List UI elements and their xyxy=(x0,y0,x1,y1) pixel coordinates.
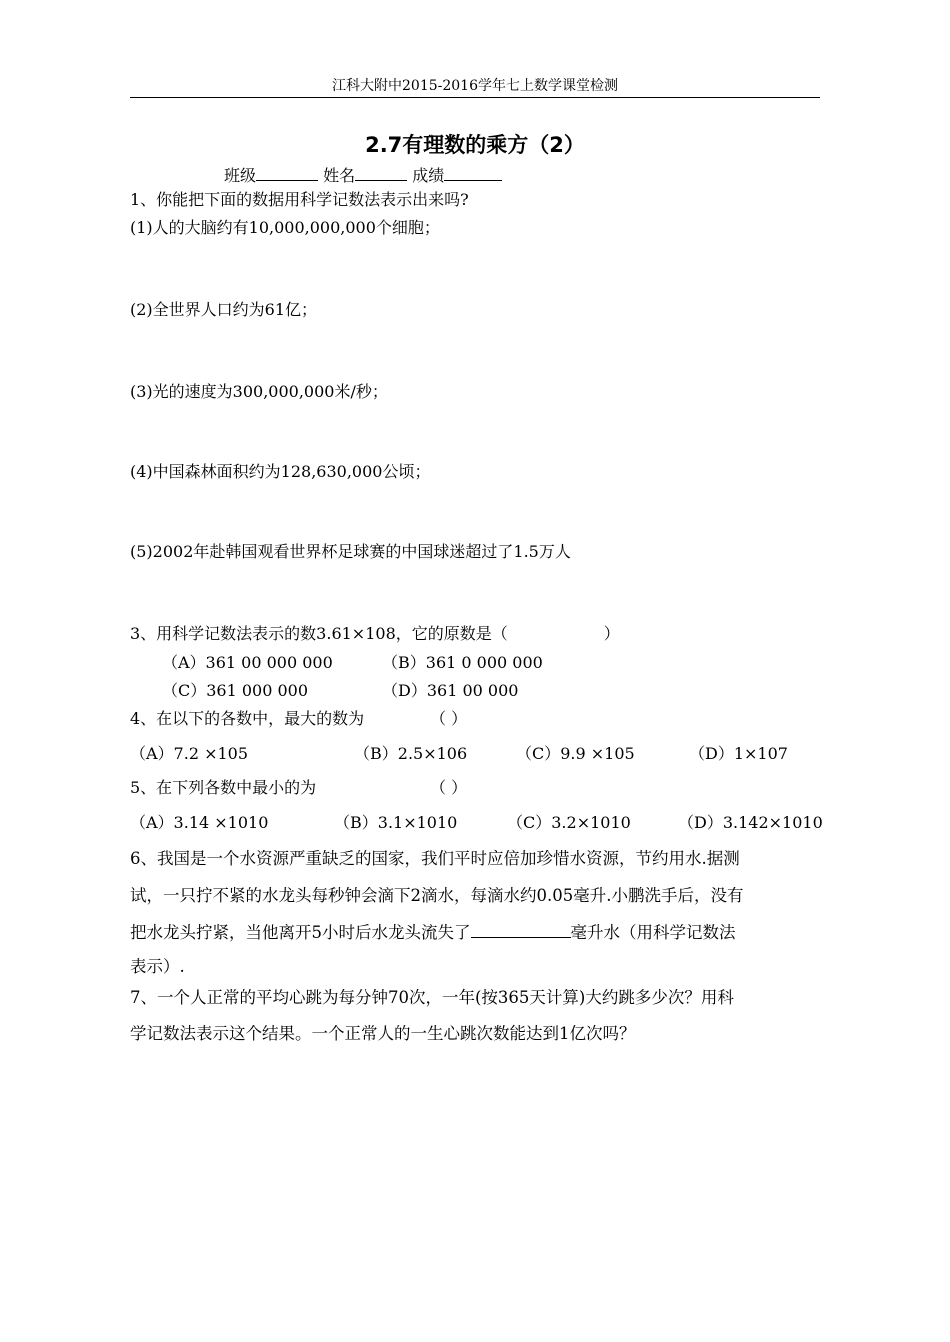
class-blank[interactable] xyxy=(256,162,318,181)
q5-option-a: （A）3.14 ×1010 xyxy=(130,813,269,832)
header-rule xyxy=(130,97,820,98)
q7-line-2: 学记数法表示这个结果。一个正常人的一生心跳次数能达到1亿次吗？ xyxy=(130,1024,636,1043)
q6-line-1: 6、我国是一个水资源严重缺乏的国家，我们平时应倍加珍惜水资源，节约用水.据测 xyxy=(130,849,740,868)
q3-option-c: （C）361 000 000 xyxy=(162,681,309,700)
q3-prompt xyxy=(130,622,620,646)
q6-line-3-end: 毫升水（用科学记数法 xyxy=(570,923,736,942)
q4-option-c: （C）9.9 ×105 xyxy=(516,744,635,763)
q6-line-2: 试，一只拧不紧的水龙头每秒钟会滴下2滴水，每滴水约0.05毫升.小鹏洗手后，没有 xyxy=(130,886,744,905)
q1-item-3: (3)光的速度为300,000,000米/秒； xyxy=(130,382,388,401)
q5-option-c: （C）3.2×1010 xyxy=(507,813,631,832)
q6-line-3-start: 把水龙头拧紧，当他离开5小时后水龙头流失了 xyxy=(130,923,471,942)
q4-prompt: 4、在以下的各数中，最大的数为 xyxy=(130,709,365,728)
q4-answer-paren[interactable]: （ ） xyxy=(430,709,468,728)
q4-option-a: （A）7.2 ×105 xyxy=(130,744,249,763)
q1-item-4: (4)中国森林面积约为128,630,000公顷； xyxy=(130,462,431,481)
q1-item-5: (5)2002年赴韩国观看世界杯足球赛的中国球迷超过了1.5万人 xyxy=(130,542,571,561)
score-label: 成绩 xyxy=(412,166,445,185)
q4-option-b: （B）2.5×106 xyxy=(354,744,468,763)
q1-prompt: 1、你能把下面的数据用科学记数法表示出来吗? xyxy=(130,190,469,209)
q5-option-b: （B）3.1×1010 xyxy=(334,813,458,832)
q1-item-1: (1)人的大脑约有10,000,000,000个细胞； xyxy=(130,218,440,237)
q7-line-1: 7、一个人正常的平均心跳为每分钟70次，一年(按365天计算)大约跳多少次？用科 xyxy=(130,988,734,1007)
page-header: 江科大附中2015-2016学年七上数学课堂检测 xyxy=(332,78,618,94)
q3-prompt-text: 3、用科学记数法表示的数3.61×108，它的原数是（ xyxy=(130,624,508,643)
name-label: 姓名 xyxy=(323,166,356,185)
q5-prompt: 5、在下列各数中最小的为 xyxy=(130,778,317,797)
q6-line-4: 表示）. xyxy=(130,957,185,976)
q1-item-2: (2)全世界人口约为61亿； xyxy=(130,300,318,319)
q3-option-d: （D）361 00 000 xyxy=(382,681,519,700)
class-label: 班级 xyxy=(224,166,257,185)
q6-line-3 xyxy=(130,919,736,945)
q3-option-b: （B）361 0 000 000 xyxy=(382,653,543,672)
q5-option-d: （D）3.142×1010 xyxy=(678,813,823,832)
q5-answer-paren[interactable]: （ ） xyxy=(430,778,468,797)
score-blank[interactable] xyxy=(444,162,502,181)
q3-close-paren: ） xyxy=(603,624,620,643)
q3-option-a: （A）361 00 000 000 xyxy=(162,653,333,672)
q4-option-d: （D）1×107 xyxy=(689,744,788,763)
q6-answer-blank[interactable] xyxy=(471,919,571,938)
student-info-line xyxy=(224,162,502,188)
name-blank[interactable] xyxy=(355,162,407,181)
page-title: 2.7有理数的乘方（2） xyxy=(365,133,585,157)
